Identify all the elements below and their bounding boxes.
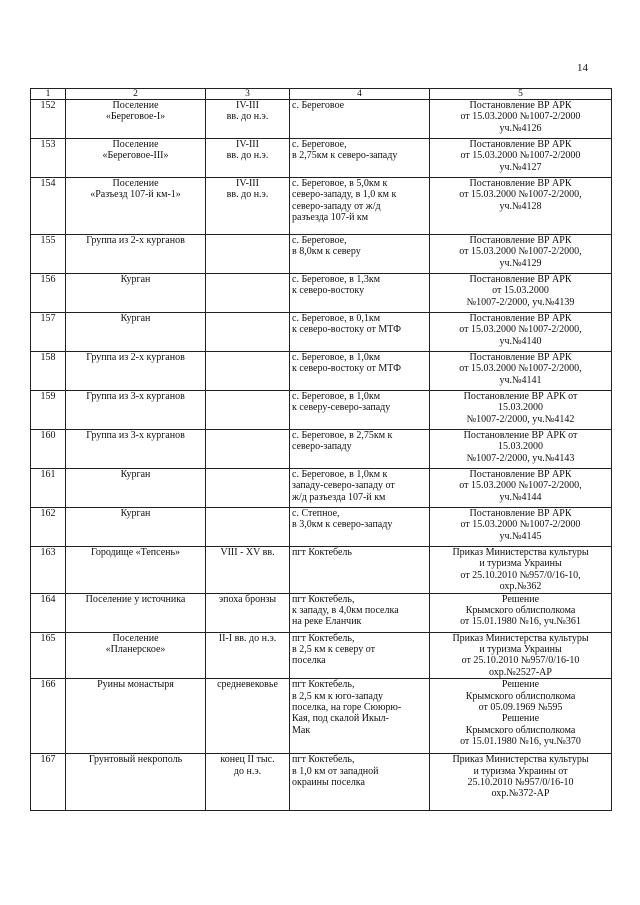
cell-document: Приказ Министерства культуры и туризма Украины от 25.10.2010 №957/0/16-10 охр.№372-АР [430,754,612,811]
table-row [31,547,612,594]
cell-name: Руины монастыря [66,679,206,754]
cell-num: 157 [31,313,66,352]
cell-location: с. Степное, в 3,0км к северо-западу [290,508,430,547]
cell-location: с. Береговое, в 0,1км к северо-востоку от МТФ [290,313,430,352]
cell-name: Курган [66,313,206,352]
cell-location: с. Береговое, в 8,0км к северу [290,235,430,274]
cell-date [206,430,290,469]
cell-date [206,352,290,391]
cell-num: 156 [31,274,66,313]
cell-document: Постановление ВР АРК от 15.03.2000 №1007-2/2000, уч.№4142 [430,391,612,430]
cell-location: с. Береговое, в 5,0км к северо-западу, в 1,0 км к северо-западу от ж/д разъезда 107-й км [290,178,430,235]
cell-date: II-I вв. до н.э. [206,632,290,679]
table-row [31,430,612,469]
table-row [31,754,612,811]
cell-document: Постановление ВР АРК от 15.03.2000 №1007-2/2000, уч.№4144 [430,469,612,508]
cell-name: Поселение «Береговое-III» [66,139,206,178]
cell-document: Постановление ВР АРК от 15.03.2000 №1007-2/2000, уч.№4129 [430,235,612,274]
cell-location: с. Береговое [290,100,430,139]
cell-document: Постановление ВР АРК от 15.03.2000 №1007-2/2000 уч.№4127 [430,139,612,178]
cell-num: 165 [31,632,66,679]
table-row [31,235,612,274]
cell-date [206,274,290,313]
cell-document: Постановление ВР АРК от 15.03.2000 №1007-2/2000, уч.№4139 [430,274,612,313]
cell-date [206,235,290,274]
table-row [31,274,612,313]
header-col-3: 3 [206,89,290,100]
cell-name: Грунтовый некрополь [66,754,206,811]
table-row [31,313,612,352]
cell-date: IV-III вв. до н.э. [206,100,290,139]
cell-name: Курган [66,274,206,313]
cell-document: Постановление ВР АРК от 15.03.2000 №1007-2/2000 уч.№4126 [430,100,612,139]
table-row [31,593,612,632]
cell-date [206,313,290,352]
cell-location: с. Береговое, в 1,0км к северо-востоку от МТФ [290,352,430,391]
table-row [31,469,612,508]
cell-document: Постановление ВР АРК от 15.03.2000 №1007-2/2000, уч.№4140 [430,313,612,352]
cell-name: Группа из 3-х курганов [66,391,206,430]
cell-num: 160 [31,430,66,469]
cell-date [206,391,290,430]
table-row [31,632,612,679]
cell-num: 154 [31,178,66,235]
cell-name: Группа из 3-х курганов [66,430,206,469]
cell-document: Решение Крымского облисполкома от 05.09.1969 №595 Решение Крымского облисполкома от 15.01.1980 №16, уч.№370 [430,679,612,754]
header-col-1: 1 [31,89,66,100]
cell-date: IV-III вв. до н.э. [206,139,290,178]
table-row [31,679,612,754]
cell-date [206,508,290,547]
cell-date [206,469,290,508]
cell-location: пгт Коктебель [290,547,430,594]
cell-date: эпоха бронзы [206,593,290,632]
cell-document: Решение Крымского облисполкома от 15.01.1980 №16, уч.№361 [430,593,612,632]
cell-document: Постановление ВР АРК от 15.03.2000 №1007-2/2000, уч.№4141 [430,352,612,391]
page-number: 14 [577,62,588,74]
cell-location: с. Береговое, в 1,0км к северу-северо-западу [290,391,430,430]
cell-num: 152 [31,100,66,139]
cell-document: Постановление ВР АРК от 15.03.2000 №1007-2/2000 уч.№4145 [430,508,612,547]
header-col-4: 4 [290,89,430,100]
cell-num: 158 [31,352,66,391]
table-row [31,352,612,391]
cell-num: 163 [31,547,66,594]
cell-date: конец II тыс. до н.э. [206,754,290,811]
cell-num: 153 [31,139,66,178]
cell-document: Постановление ВР АРК от 15.03.2000 №1007-2/2000, уч.№4128 [430,178,612,235]
cell-location: пгт Коктебель, в 2,5 км к северу от поселка [290,632,430,679]
cell-date: VIII - XV вв. [206,547,290,594]
table-row [31,508,612,547]
table-row [31,391,612,430]
monuments-table [30,88,612,811]
cell-num: 162 [31,508,66,547]
header-row [31,89,612,100]
cell-name: Группа из 2-х курганов [66,352,206,391]
cell-name: Курган [66,469,206,508]
cell-location: с. Береговое, в 1,0км к западу-северо-западу от ж/д разъезда 107-й км [290,469,430,508]
table-row [31,139,612,178]
cell-num: 155 [31,235,66,274]
cell-date: средневековье [206,679,290,754]
table-row [31,178,612,235]
cell-name: Поселение у источника [66,593,206,632]
table-row [31,100,612,139]
cell-name: Группа из 2-х курганов [66,235,206,274]
cell-location: с. Береговое, в 1,3км к северо-востоку [290,274,430,313]
cell-name: Поселение «Планерское» [66,632,206,679]
cell-location: с. Береговое, в 2,75км к северо-западу [290,139,430,178]
cell-num: 159 [31,391,66,430]
cell-num: 166 [31,679,66,754]
cell-location: пгт Коктебель, в 1,0 км от западной окраины поселка [290,754,430,811]
table-body [31,100,612,811]
cell-num: 164 [31,593,66,632]
cell-date: IV-III вв. до н.э. [206,178,290,235]
cell-document: Приказ Министерства культуры и туризма Украины от 25.10.2010 №957/0/16-10 охр.№2527-АР [430,632,612,679]
cell-name: Поселение «Береговое-I» [66,100,206,139]
cell-location: с. Береговое, в 2,75км к северо-западу [290,430,430,469]
cell-name: Поселение «Разъезд 107-й км-1» [66,178,206,235]
cell-document: Постановление ВР АРК от 15.03.2000 №1007-2/2000, уч.№4143 [430,430,612,469]
cell-name: Курган [66,508,206,547]
header-col-5: 5 [430,89,612,100]
cell-num: 161 [31,469,66,508]
cell-document: Приказ Министерства культуры и туризма Украины от 25.10.2010 №957/0/16-10, охр.№362 [430,547,612,594]
cell-num: 167 [31,754,66,811]
cell-name: Городище «Тепсень» [66,547,206,594]
cell-location: пгт Коктебель, в 2,5 км к юго-западу поселка, на горе Сююрю- Кая, под скалой Икыл- Мак [290,679,430,754]
header-col-2: 2 [66,89,206,100]
cell-location: пгт Коктебель, к западу, в 4,0км поселка на реке Еланчик [290,593,430,632]
